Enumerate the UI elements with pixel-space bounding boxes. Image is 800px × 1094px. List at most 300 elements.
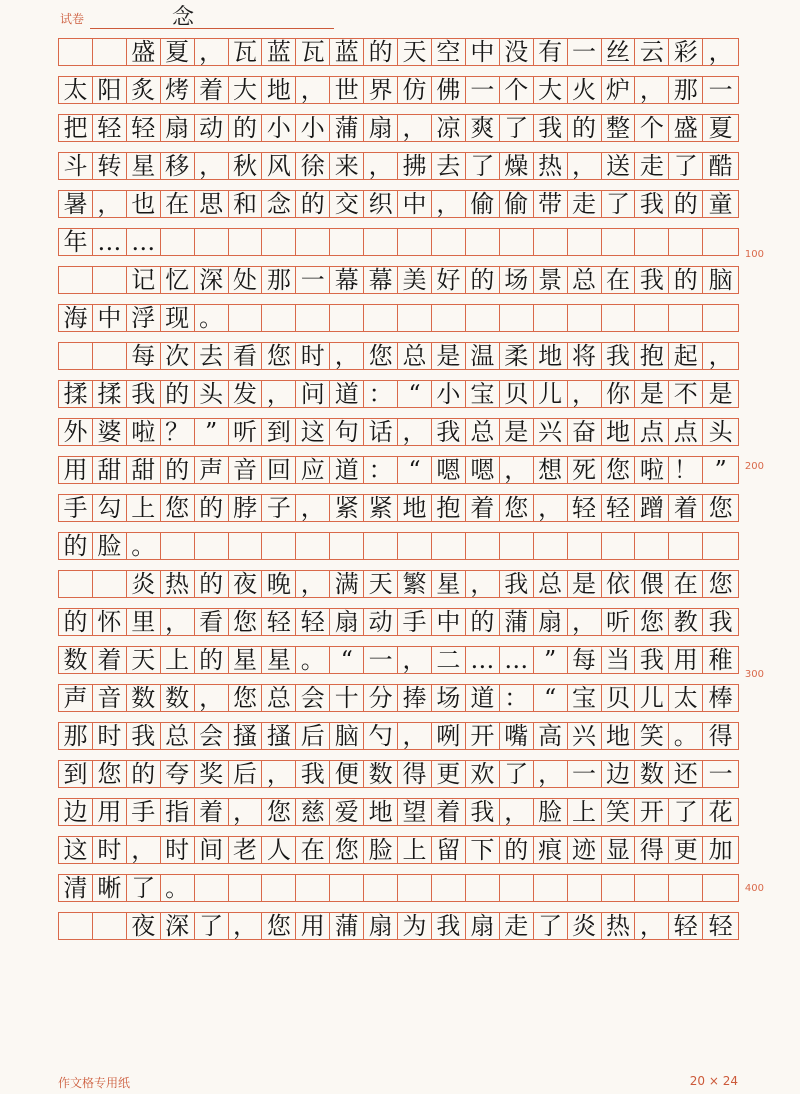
grid-cell: 手 (127, 799, 161, 825)
grid-cell: 总 (398, 343, 432, 369)
grid-cell: 里 (127, 609, 161, 635)
grid-cell: ， (195, 39, 229, 65)
grid-cell (500, 229, 534, 255)
grid-row (58, 532, 739, 560)
grid-cell (568, 229, 602, 255)
grid-cell: 在 (296, 837, 330, 863)
grid-cell: 星 (262, 647, 296, 673)
grid-cell (432, 229, 466, 255)
grid-cell: 我 (127, 723, 161, 749)
grid-cell: 上 (161, 647, 195, 673)
grid-cell (330, 305, 364, 331)
grid-cell: ， (534, 495, 568, 521)
grid-cell: 您 (708, 495, 733, 521)
grid-cell: 我 (635, 647, 669, 673)
grid-cell: 现 (161, 305, 195, 331)
grid-cell: 子 (262, 495, 296, 521)
grid-cell (466, 533, 500, 559)
grid-cell (330, 875, 364, 901)
grid-cell: 个 (635, 115, 669, 141)
grid-cell: 着 (195, 77, 229, 103)
grid-cell: 嗯 (466, 457, 500, 483)
grid-cell: 是 (568, 571, 602, 597)
grid-cell: 偷 (466, 191, 500, 217)
grid-cell: 扇 (330, 609, 364, 635)
grid-cell: 想 (534, 457, 568, 483)
grid-cell: 轻 (262, 609, 296, 635)
grid-cell (432, 875, 466, 901)
grid-cell: ， (398, 419, 432, 445)
grid-cell: 在 (602, 267, 636, 293)
grid-cell: 有 (534, 39, 568, 65)
grid-cell: ， (262, 761, 296, 787)
grid-cell: 我 (466, 799, 500, 825)
grid-cell: 的 (127, 761, 161, 787)
grid-cell: 场 (500, 267, 534, 293)
grid-cell: 我 (534, 115, 568, 141)
grid-cell: 佛 (432, 77, 466, 103)
grid-cell (602, 875, 636, 901)
grid-cell: 。 (127, 533, 161, 559)
grid-cell (534, 875, 568, 901)
grid-cell: 送 (602, 153, 636, 179)
grid-cell: ， (229, 799, 263, 825)
grid-cell: 后 (296, 723, 330, 749)
grid-cell: 棒 (708, 685, 733, 711)
grid-cell: 听 (602, 609, 636, 635)
grid-cell: 手 (59, 495, 93, 521)
grid-cell (635, 229, 669, 255)
grid-cell: … (500, 647, 534, 673)
grid-cell: 上 (398, 837, 432, 863)
grid-cell: ， (500, 457, 534, 483)
grid-cell (534, 305, 568, 331)
grid-cell: 小 (296, 115, 330, 141)
grid-cell (500, 533, 534, 559)
grid-cell: 动 (364, 609, 398, 635)
grid-cell: 夏 (708, 115, 733, 141)
grid-cell: 扇 (534, 609, 568, 635)
grid-cell: 兴 (568, 723, 602, 749)
grid-cell: 了 (127, 875, 161, 901)
grid-cell: 海 (59, 305, 93, 331)
grid-cell (296, 229, 330, 255)
grid-cell (262, 305, 296, 331)
grid-cell (703, 305, 738, 331)
grid-cell (669, 305, 703, 331)
grid-cell: 处 (229, 267, 263, 293)
grid-cell: 了 (602, 191, 636, 217)
grid-cell: 美 (398, 267, 432, 293)
grid-cell: 去 (432, 153, 466, 179)
grid-cell: 道 (466, 685, 500, 711)
grid-cell: 夜 (127, 913, 161, 939)
grid-row (58, 190, 739, 218)
grid-cell: 时 (93, 837, 127, 863)
grid-cell: 了 (669, 799, 703, 825)
grid-cell: 交 (330, 191, 364, 217)
title-underline (90, 28, 334, 29)
grid-cell (568, 875, 602, 901)
grid-cell: 用 (296, 913, 330, 939)
grid-cell: 紧 (364, 495, 398, 521)
grid-cell: ， (635, 77, 669, 103)
char-count-400: 400 (744, 883, 764, 894)
grid-cell: 每 (568, 647, 602, 673)
grid-cell: 您 (262, 799, 296, 825)
grid-cell (330, 533, 364, 559)
grid-cell: 您 (161, 495, 195, 521)
grid-cell: 小 (432, 381, 466, 407)
grid-cell: “ (534, 685, 568, 711)
grid-cell: 满 (330, 571, 364, 597)
grid-cell: 轻 (669, 913, 703, 939)
grid-cell: 看 (229, 343, 263, 369)
grid-cell: 轻 (93, 115, 127, 141)
grid-cell (59, 343, 93, 369)
grid-cell: 深 (161, 913, 195, 939)
char-count-300: 300 (744, 669, 764, 680)
grid-cell: 蓝 (330, 39, 364, 65)
grid-cell: 外 (59, 419, 93, 445)
grid-cell: 音 (229, 457, 263, 483)
grid-cell: 的 (466, 609, 500, 635)
grid-cell: ， (568, 609, 602, 635)
grid-cell: 用 (93, 799, 127, 825)
grid-cell: 中 (93, 305, 127, 331)
grid-cell: 一 (364, 647, 398, 673)
grid-cell: ， (161, 609, 195, 635)
grid-cell: 的 (466, 267, 500, 293)
grid-cell: 一 (568, 39, 602, 65)
grid-cell: 道 (330, 381, 364, 407)
grid-cell: 深 (195, 267, 229, 293)
grid-cell: 次 (161, 343, 195, 369)
grid-cell: 每 (127, 343, 161, 369)
grid-cell: 大 (229, 77, 263, 103)
grid-cell: 酷 (708, 153, 733, 179)
grid-cell: 音 (93, 685, 127, 711)
grid-cell: 迹 (568, 837, 602, 863)
grid-cell: ， (466, 571, 500, 597)
grid-row (58, 418, 739, 446)
grid-cell: 慈 (296, 799, 330, 825)
grid-cell: 总 (568, 267, 602, 293)
grid-cell: 夜 (229, 571, 263, 597)
grid-cell: 问 (296, 381, 330, 407)
grid-cell (635, 533, 669, 559)
grid-cell: 念 (262, 191, 296, 217)
grid-cell: 也 (127, 191, 161, 217)
grid-cell (500, 305, 534, 331)
grid-cell: 脸 (364, 837, 398, 863)
grid-cell (432, 305, 466, 331)
grid-cell: 轻 (127, 115, 161, 141)
grid-cell: 不 (669, 381, 703, 407)
grid-cell: 您 (262, 343, 296, 369)
grid-cell: 话 (364, 419, 398, 445)
grid-cell (635, 305, 669, 331)
grid-cell: 嘴 (500, 723, 534, 749)
grid-cell: ， (708, 39, 733, 65)
grid-cell: 年 (59, 229, 93, 255)
grid-cell: 您 (500, 495, 534, 521)
grid-cell: 火 (568, 77, 602, 103)
grid-cell: 捧 (398, 685, 432, 711)
grid-cell: 死 (568, 457, 602, 483)
grid-cell (93, 571, 127, 597)
grid-cell: 的 (296, 191, 330, 217)
grid-cell: 天 (398, 39, 432, 65)
grid-cell: 地 (534, 343, 568, 369)
grid-cell: ？ (161, 419, 195, 445)
grid-cell: 动 (195, 115, 229, 141)
grid-cell: 扇 (364, 115, 398, 141)
grid-cell (161, 229, 195, 255)
grid-cell: 繁 (398, 571, 432, 597)
grid-cell: 道 (330, 457, 364, 483)
grid-cell: 走 (635, 153, 669, 179)
grid-cell: 地 (602, 419, 636, 445)
grid-cell (466, 305, 500, 331)
grid-row (58, 608, 739, 636)
grid-cell: ！ (669, 457, 703, 483)
paper-header (58, 0, 758, 34)
grid-cell: 阳 (93, 77, 127, 103)
grid-cell (59, 571, 93, 597)
grid-cell: 偎 (635, 571, 669, 597)
grid-cell: 。 (195, 305, 229, 331)
grid-cell: 世 (330, 77, 364, 103)
grid-cell: ， (127, 837, 161, 863)
grid-cell: 和 (229, 191, 263, 217)
grid-cell: 浮 (127, 305, 161, 331)
grid-row (58, 646, 739, 674)
grid-cell: 着 (93, 647, 127, 673)
grid-cell: 忆 (161, 267, 195, 293)
grid-cell: 的 (364, 39, 398, 65)
grid-cell: 奖 (195, 761, 229, 787)
grid-cell: 头 (195, 381, 229, 407)
grid-cell (534, 229, 568, 255)
grid-cell: 啦 (127, 419, 161, 445)
grid-cell: ， (296, 495, 330, 521)
grid-cell: 那 (669, 77, 703, 103)
grid-cell: ， (568, 153, 602, 179)
grid-cell: ， (93, 191, 127, 217)
grid-cell: 回 (262, 457, 296, 483)
grid-cell: 为 (398, 913, 432, 939)
grid-cell: “ (398, 457, 432, 483)
grid-cell (195, 229, 229, 255)
grid-row (58, 342, 739, 370)
grid-cell (296, 305, 330, 331)
grid-cell: 您 (229, 685, 263, 711)
grid-cell (703, 533, 738, 559)
grid-cell: “ (330, 647, 364, 673)
grid-cell (296, 533, 330, 559)
grid-cell: 暑 (59, 191, 93, 217)
grid-cell (568, 533, 602, 559)
grid-cell: 了 (195, 913, 229, 939)
grid-cell (398, 229, 432, 255)
writing-grid (58, 38, 739, 950)
grid-cell: 上 (568, 799, 602, 825)
grid-cell: 便 (330, 761, 364, 787)
grid-cell: 笑 (635, 723, 669, 749)
grid-cell: 了 (500, 115, 534, 141)
grid-cell: 星 (432, 571, 466, 597)
grid-cell: 织 (364, 191, 398, 217)
grid-cell: 您 (262, 913, 296, 939)
grid-cell: 我 (635, 191, 669, 217)
grid-cell: 手 (398, 609, 432, 635)
grid-cell (602, 229, 636, 255)
grid-cell: 勾 (93, 495, 127, 521)
grid-cell: 扇 (161, 115, 195, 141)
grid-cell (93, 913, 127, 939)
grid-cell: 地 (398, 495, 432, 521)
grid-cell (364, 305, 398, 331)
grid-cell: 瓦 (296, 39, 330, 65)
grid-cell: 中 (466, 39, 500, 65)
grid-cell: 太 (669, 685, 703, 711)
grid-cell: 我 (296, 761, 330, 787)
grid-cell: 柔 (500, 343, 534, 369)
grid-cell: 发 (229, 381, 263, 407)
grid-cell: 幕 (364, 267, 398, 293)
grid-cell: 当 (602, 647, 636, 673)
grid-cell: ， (708, 343, 733, 369)
grid-cell: 没 (500, 39, 534, 65)
grid-cell: 数 (161, 685, 195, 711)
grid-cell: 更 (432, 761, 466, 787)
grid-row (58, 266, 739, 294)
grid-cell: 炉 (602, 77, 636, 103)
grid-row (58, 152, 739, 180)
grid-cell: 轻 (568, 495, 602, 521)
grid-cell: 会 (296, 685, 330, 711)
grid-cell: 了 (669, 153, 703, 179)
grid-cell: 得 (398, 761, 432, 787)
grid-cell: ， (398, 723, 432, 749)
grid-cell: 的 (195, 647, 229, 673)
grid-cell: 会 (195, 723, 229, 749)
grid-size-label: 20 × 24 (689, 1074, 738, 1088)
grid-cell: 用 (59, 457, 93, 483)
grid-row (58, 874, 739, 902)
grid-cell: 的 (161, 457, 195, 483)
grid-cell: 了 (500, 761, 534, 787)
grid-cell: 间 (195, 837, 229, 863)
grid-cell: 望 (398, 799, 432, 825)
grid-cell (602, 533, 636, 559)
grid-cell (364, 875, 398, 901)
grid-cell: ： (500, 685, 534, 711)
grid-cell: 脸 (93, 533, 127, 559)
grid-cell (59, 267, 93, 293)
grid-cell: ， (635, 913, 669, 939)
grid-cell: 我 (635, 267, 669, 293)
grid-cell: 炙 (127, 77, 161, 103)
grid-cell: 嗯 (432, 457, 466, 483)
grid-cell: 一 (296, 267, 330, 293)
grid-cell: ， (432, 191, 466, 217)
grid-cell (398, 533, 432, 559)
grid-cell: 去 (195, 343, 229, 369)
grid-cell (262, 875, 296, 901)
grid-cell (229, 229, 263, 255)
grid-cell (500, 875, 534, 901)
grid-cell (364, 533, 398, 559)
grid-cell: 我 (432, 419, 466, 445)
grid-cell: ， (500, 799, 534, 825)
grid-cell (229, 533, 263, 559)
grid-row (58, 684, 739, 712)
grid-cell: 稚 (708, 647, 733, 673)
grid-cell: 转 (93, 153, 127, 179)
grid-cell: 脸 (534, 799, 568, 825)
grid-cell (262, 229, 296, 255)
grid-cell: 揉 (59, 381, 93, 407)
grid-cell: 怀 (93, 609, 127, 635)
grid-cell: 地 (364, 799, 398, 825)
grid-cell: 一 (568, 761, 602, 787)
grid-cell: 的 (500, 837, 534, 863)
grid-cell (669, 229, 703, 255)
grid-cell: 宝 (466, 381, 500, 407)
grid-cell (364, 229, 398, 255)
grid-cell: 脑 (330, 723, 364, 749)
grid-cell: 轻 (708, 913, 733, 939)
grid-cell: 夏 (161, 39, 195, 65)
grid-cell: 来 (330, 153, 364, 179)
grid-cell: 声 (59, 685, 93, 711)
grid-cell: 走 (500, 913, 534, 939)
grid-cell: ： (364, 457, 398, 483)
grid-cell: 甜 (93, 457, 127, 483)
grid-cell: 这 (59, 837, 93, 863)
grid-cell: ， (229, 913, 263, 939)
grid-cell: 星 (127, 153, 161, 179)
grid-cell: 的 (195, 571, 229, 597)
grid-cell: 天 (364, 571, 398, 597)
grid-cell: 到 (59, 761, 93, 787)
grid-cell: 的 (669, 267, 703, 293)
grid-cell: 幕 (330, 267, 364, 293)
grid-cell: 轻 (296, 609, 330, 635)
grid-cell: 总 (161, 723, 195, 749)
grid-cell: 花 (708, 799, 733, 825)
grid-cell (669, 875, 703, 901)
grid-cell: 贝 (602, 685, 636, 711)
grid-row (58, 304, 739, 332)
grid-cell: 热 (534, 153, 568, 179)
grid-cell: 上 (127, 495, 161, 521)
grid-cell: 中 (432, 609, 466, 635)
grid-cell: 蒲 (500, 609, 534, 635)
grid-cell: 地 (602, 723, 636, 749)
grid-cell: 的 (195, 495, 229, 521)
grid-cell (534, 533, 568, 559)
grid-cell (229, 875, 263, 901)
grid-cell (93, 343, 127, 369)
grid-cell: 轻 (602, 495, 636, 521)
grid-cell: … (93, 229, 127, 255)
grid-cell: 偷 (500, 191, 534, 217)
grid-cell: ， (195, 685, 229, 711)
grid-cell: 把 (59, 115, 93, 141)
